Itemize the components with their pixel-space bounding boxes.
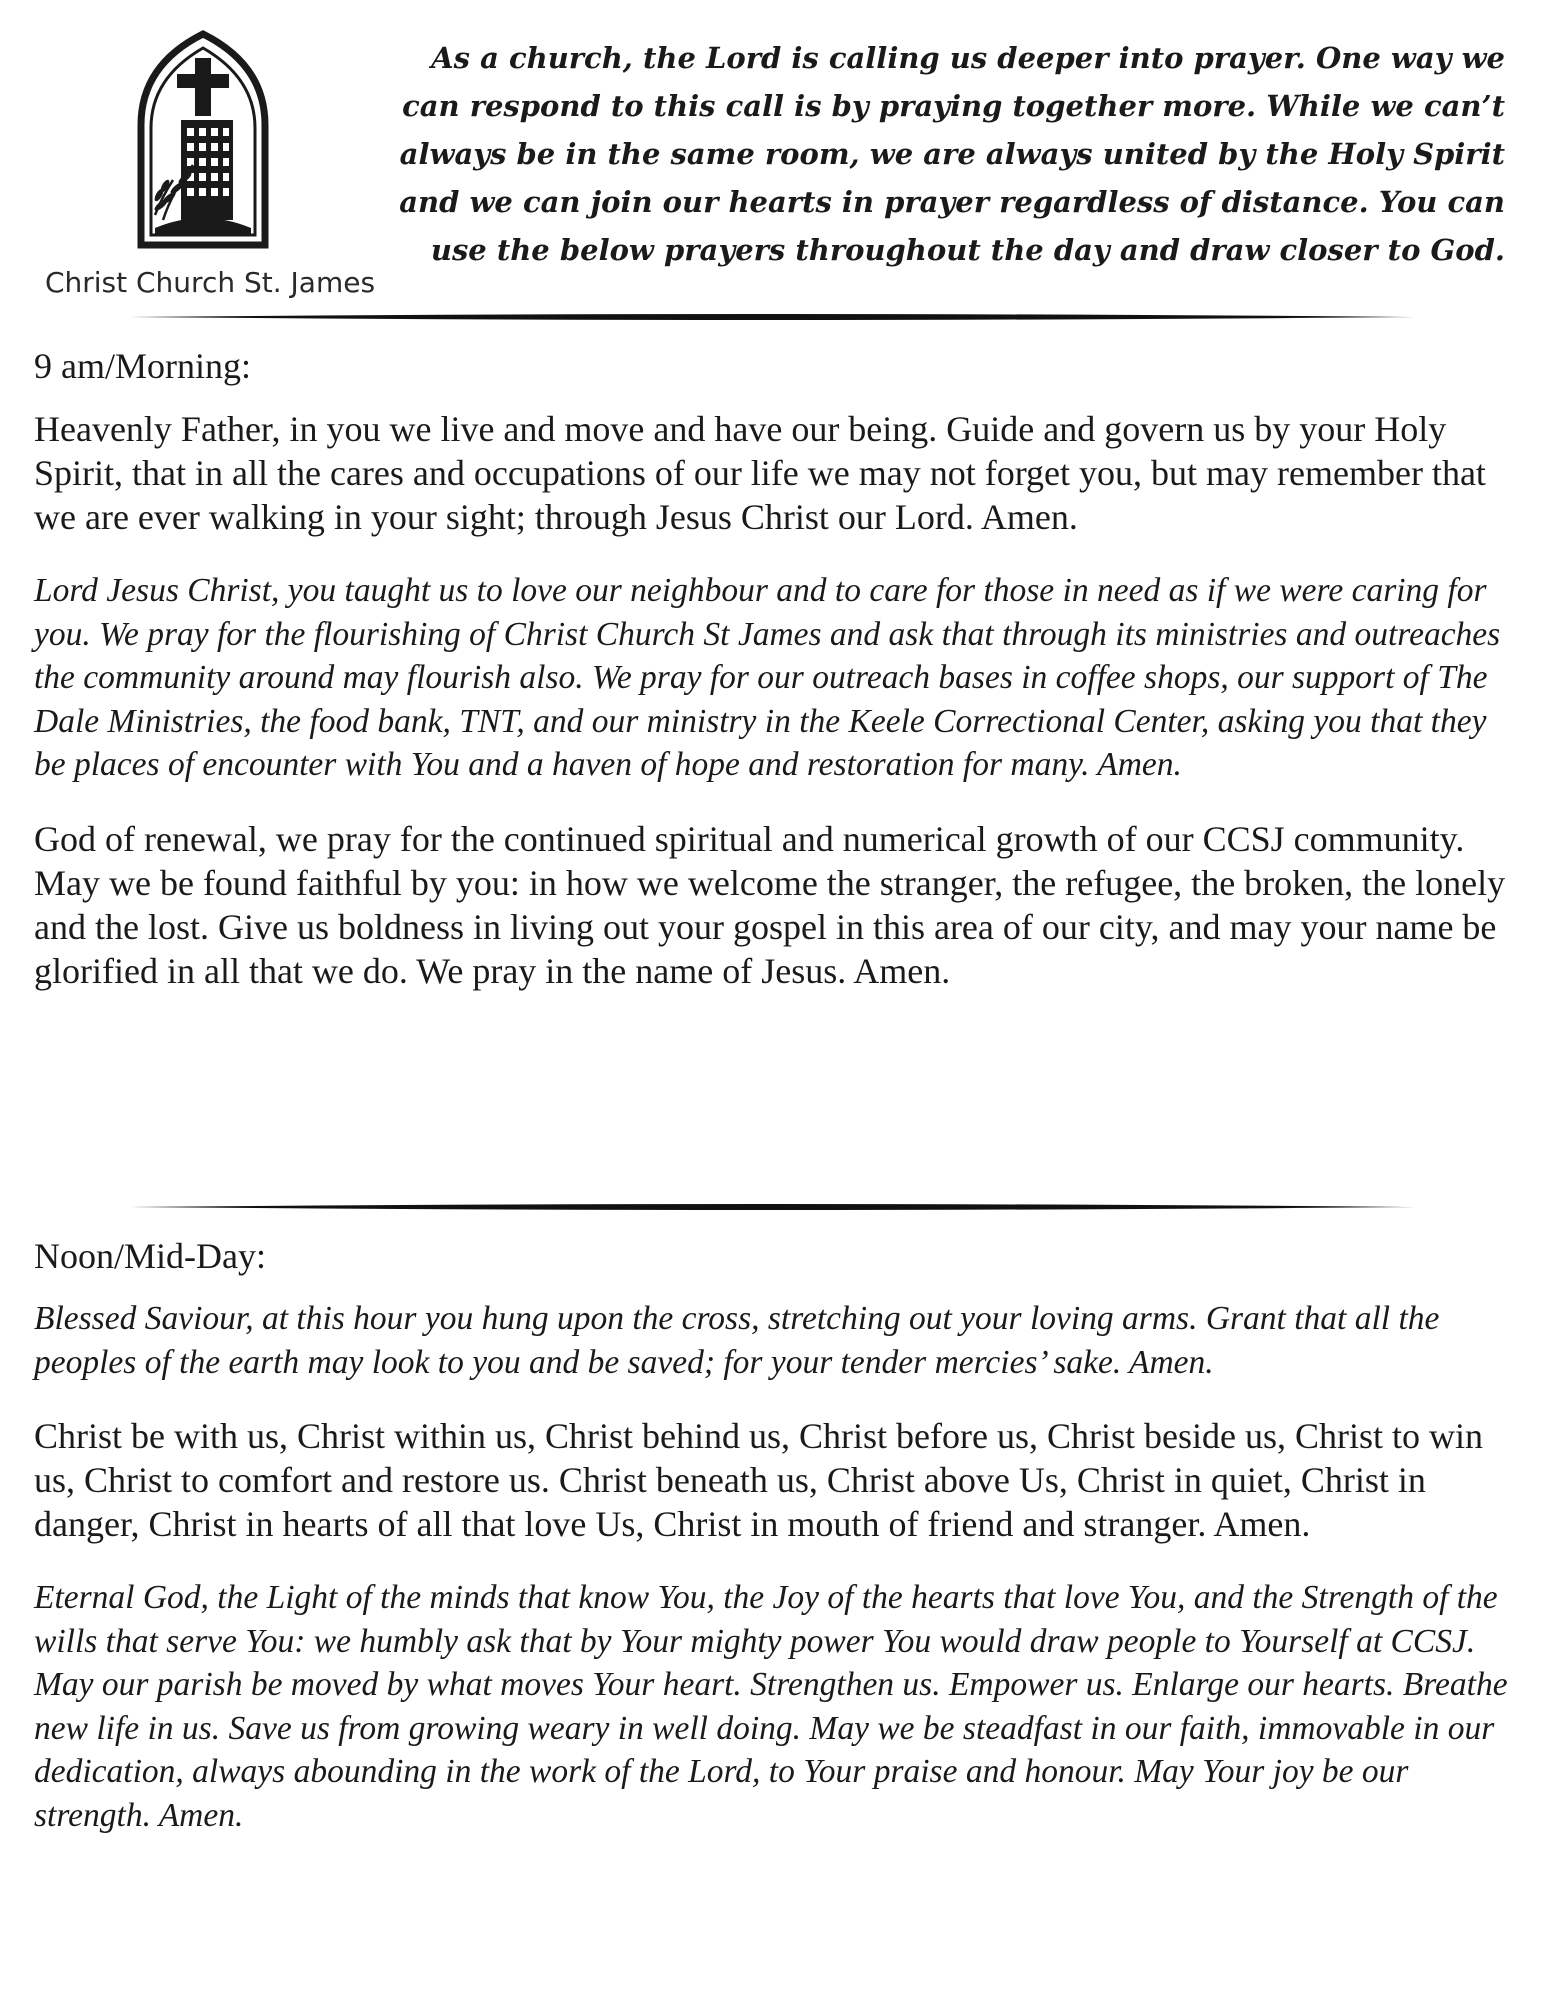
morning-section [34,345,1514,1023]
morning-prayer: God of renewal, we pray for the continued spiritual and numerical growth of our CCSJ community. May we be found faithful by you: in how we welcome the stranger, the refugee, the broken, the lonely and the lost. Give us boldness in living out your gospel in this area of our city, and may your name be glorified in all that we do. We pray in the name of Jesus. Amen. [34,818,1506,991]
noon-prayer: Christ be with us, Christ within us, Christ behind us, Christ before us, Christ beside us, Christ to win us, Christ to comfort and restore us. Christ beneath us, Christ above Us, Christ in quiet, Christ in danger, Christ in hearts of all that love Us, Christ in mouth of friend and stranger. Amen. [34,1416,1483,1544]
intro-paragraph: As a church, the Lord is calling us deeper into prayer. One way we can respond to this call is by praying together more. While we can’t always be in the same room, we are always united by the Holy Spirit and we can join our hearts in prayer regardless of distance. You can use the below prayers throughout the day and draw closer to God. [399,41,1505,267]
morning-heading: 9 am/Morning: [34,346,251,386]
noon-section [34,1235,1514,1867]
noon-prayer: Blessed Saviour, at this hour you hung upon the cross, stretching out your loving arms. Grant that all the peoples of the earth may look to you and be saved; for your tender mercies’ sake. Amen. [34,1300,1440,1381]
church-window-icon [133,30,273,250]
noon-heading: Noon/Mid-Day: [34,1236,266,1276]
church-name: Christ Church St. James [44,266,376,299]
church-logo [40,30,380,310]
morning-prayer: Lord Jesus Christ, you taught us to love our neighbour and to care for those in need as if we were caring for you. We pray for the flourishing of Christ Church St James and ask that through its ministries and outreaches the community around may flourish also. We pray for our outreach bases in coffee shops, our support of The Dale Ministries, the food bank, TNT, and our ministry in the Keele Correctional Center, asking you that they be places of encounter with You and a haven of hope and restoration for many. Amen. [34,572,1501,783]
divider [130,1202,1415,1212]
noon-prayer: Eternal God, the Light of the minds that know You, the Joy of the hearts that love You, and the Strength of the wills that serve You: we humbly ask that by Your mighty power You would draw people to Yourself at CCSJ. May our parish be moved by what moves Your heart. Strengthen us. Empower us. Enlarge our hearts. Breathe new life in us. Save us from growing weary in well doing. May we be steadfast in our faith, immovable in our dedication, always abounding in the work of the Lord, to Your praise and honour. May Your joy be our strength. Amen. [34,1579,1508,1834]
divider [130,312,1415,322]
morning-prayer: Heavenly Father, in you we live and move and have our being. Guide and govern us by your Holy Spirit, that in all the cares and occupations of our life we may not forget you, but may remember that we are ever walking in your sight; through Jesus Christ our Lord. Amen. [34,409,1486,537]
